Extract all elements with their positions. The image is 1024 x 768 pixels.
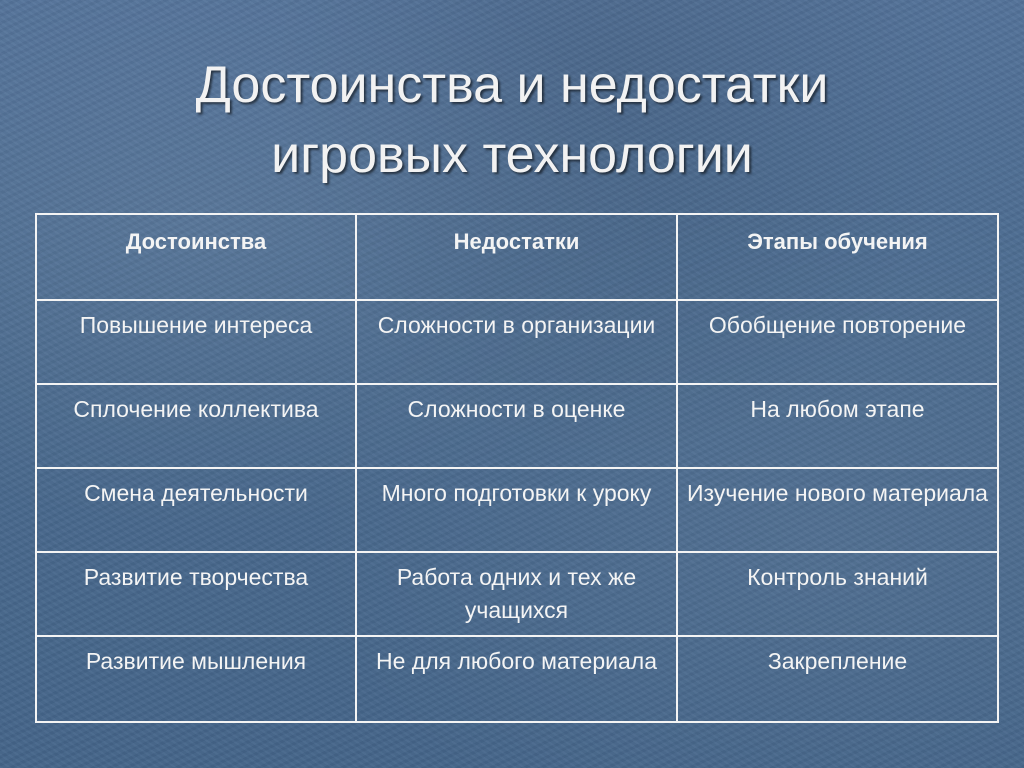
table-row: [36, 468, 998, 552]
header-learning-stages: Этапы обучения: [677, 214, 998, 300]
table-cell: Развитие мышления: [36, 636, 356, 722]
table-cell: Сложности в организации: [356, 300, 677, 384]
table-row: [36, 384, 998, 468]
slide-title-line-2: игровых технологии: [271, 126, 753, 184]
table-cell: Смена деятельности: [36, 468, 356, 552]
table-cell: Сложности в оценке: [356, 384, 677, 468]
comparison-table: [35, 213, 999, 723]
table-cell: Развитие творчества: [36, 552, 356, 636]
table-cell: Изучение нового материала: [677, 468, 998, 552]
table-cell: Обобщение повторение: [677, 300, 998, 384]
table-row: [36, 300, 998, 384]
header-disadvantages: Недостатки: [356, 214, 677, 300]
header-advantages: Достоинства: [36, 214, 356, 300]
table-cell: На любом этапе: [677, 384, 998, 468]
slide-title-line-1: Достоинства и недостатки: [195, 56, 829, 114]
table-cell: Сплочение коллектива: [36, 384, 356, 468]
table-row: [36, 552, 998, 636]
table-cell: Работа одних и тех же учащихся: [356, 552, 677, 636]
table-cell: Не для любого материала: [356, 636, 677, 722]
slide-title: [0, 50, 1024, 190]
table-cell: Повышение интереса: [36, 300, 356, 384]
table-cell: Закрепление: [677, 636, 998, 722]
table-cell: Контроль знаний: [677, 552, 998, 636]
table-header-row: [36, 214, 998, 300]
table-row: [36, 636, 998, 722]
table-cell: Много подготовки к уроку: [356, 468, 677, 552]
